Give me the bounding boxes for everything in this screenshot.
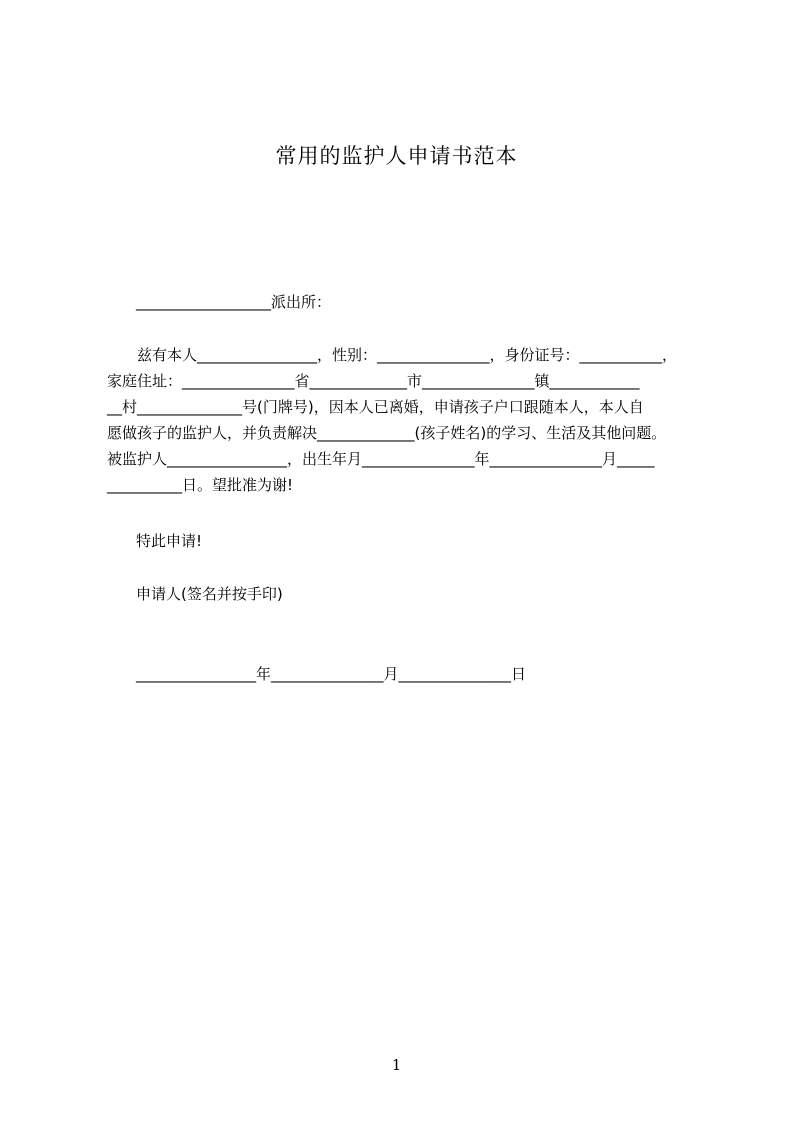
closing-remark: 特此申请! — [136, 532, 203, 550]
body-line-4: 愿做孩子的监护人，并负责解决_____________(孩子姓名)的学习、生活及其他问题。 — [107, 424, 667, 442]
body-line-5: 被监护人________________，出生年月_______________年_______________月_____ — [107, 450, 655, 468]
body-line-1: 兹有本人________________，性别：_______________，身份证号：___________， — [137, 346, 678, 364]
page-number: 1 — [391, 1056, 402, 1074]
body-line-6: __________日。望批准为谢! — [107, 476, 294, 494]
application-body — [107, 342, 687, 498]
addressee-line: __________________派出所： — [136, 293, 332, 311]
signer-label: 申请人(签名并按手印) — [136, 585, 283, 603]
body-line-2: 家庭住址：_______________省_____________市_______________镇____________ — [107, 372, 640, 390]
body-line-3: __村______________号(门牌号)，因本人已离婚，申请孩子户口跟随本人，本人自 — [107, 398, 644, 416]
date-line: ________________年_______________月_______________日 — [136, 665, 527, 683]
document-title: 常用的监护人申请书范本 — [275, 144, 518, 168]
